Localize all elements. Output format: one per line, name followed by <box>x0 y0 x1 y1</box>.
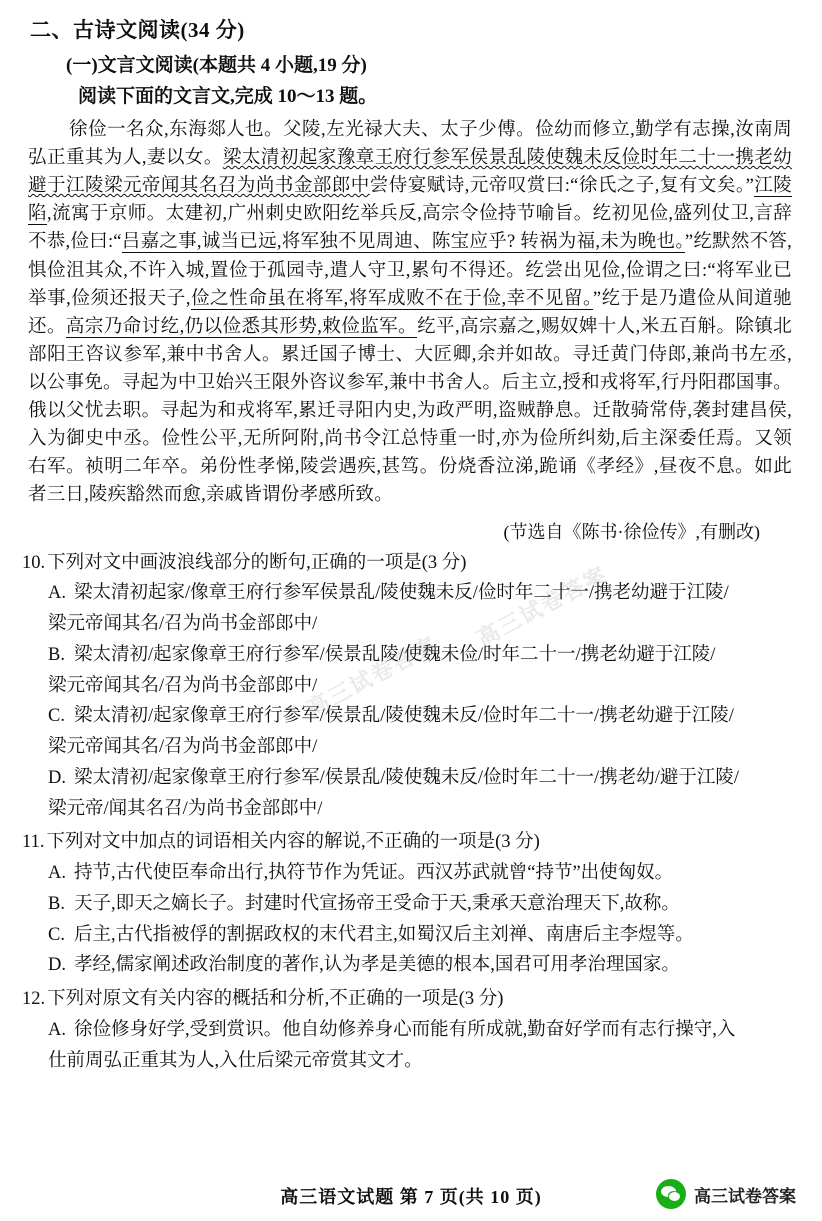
passage-wavy-underlined-text: 梁太清初起家豫章王府行参军侯景乱陵使魏未反俭时年二十一携老幼避于江陵梁元帝闻其名召为尚书金部郎中 <box>28 148 792 197</box>
passage-part-1: 徐俭一名众,东海郯人也。父陵,左光禄大夫、太子少傅。俭幼而修立,勤学有志操,汝南周弘正重其为人,妻以女。 <box>28 120 792 169</box>
passage-underline-3: 俭之性命虽在将军,将军成败不在于俭,幸不见留。 <box>190 288 593 309</box>
classical-passage <box>28 116 792 510</box>
question-10-options <box>22 580 794 823</box>
option-d-letter: D. <box>48 767 66 788</box>
option-a-line-2: 仕前周弘正重其为人,入仕后梁元帝赏其文才。 <box>48 1050 423 1071</box>
passage-underline-1: 江陵陷 <box>28 176 792 225</box>
option-d-cont[interactable] <box>48 796 794 824</box>
option-c-text: 后主,古代指被俘的割据政权的末代君主,如蜀汉后主刘禅、南唐后主李煜等。 <box>74 924 694 945</box>
option-d-letter: D. <box>48 955 66 976</box>
page-footer: 高三语文试题 第 7 页(共 10 页) <box>280 1187 542 1207</box>
option-b-letter: B. <box>48 893 65 914</box>
option-b[interactable] <box>48 642 794 670</box>
option-b-line-1: 梁太清初/起家像章王府行参军/侯景乱陵/使魏未俭/时年二十一/携老幼避于江陵/ <box>74 644 716 665</box>
question-10-number: 10. <box>22 552 46 573</box>
option-a[interactable] <box>48 1017 794 1045</box>
option-a-letter: A. <box>48 583 66 604</box>
question-12 <box>22 986 794 1075</box>
question-12-stem: 下列对原文有关内容的概括和分析,不正确的一项是(3 分) <box>47 989 504 1010</box>
question-10 <box>22 550 794 824</box>
option-b-cont[interactable] <box>48 673 794 701</box>
question-12-options <box>22 1017 794 1076</box>
option-c-line-1: 梁太清初/起家像章王府行参军/侯景乱/陵使魏未反/俭时年二十一/携老幼避于江陵/ <box>74 706 734 727</box>
option-d[interactable] <box>48 952 794 980</box>
option-b-text: 天子,即天之嫡长子。封建时代宣扬帝王受命于天,秉承天意治理天下,故称。 <box>74 893 680 914</box>
option-d[interactable] <box>48 765 794 793</box>
option-a-line-1: 梁太清初起家/像章王府行参军侯景乱/陵使魏未反/俭时年二十一/携老幼避于江陵/ <box>74 583 729 604</box>
question-11 <box>22 829 794 980</box>
option-c[interactable] <box>48 703 794 731</box>
question-11-number: 11. <box>22 832 45 853</box>
option-a-line-1: 徐俭修身好学,受到赏识。他自幼修养身心而能有所成就,勤奋好学而有志行操守,入 <box>74 1019 736 1040</box>
option-a[interactable] <box>48 860 794 888</box>
option-a-letter: A. <box>48 863 66 884</box>
option-a-cont[interactable] <box>48 611 794 639</box>
option-d-line-1: 梁太清初/起家像章王府行参军/侯景乱/陵使魏未反/俭时年二十一/携老幼/避于江陵/ <box>74 767 739 788</box>
section-instruction: 阅读下面的文言文,完成 10～13 题。 <box>78 86 378 107</box>
option-b-line-2: 梁元帝闻其名/召为尚书金部郎中/ <box>48 675 318 696</box>
option-d-text: 孝经,儒家阐述政治制度的著作,认为孝是美德的根本,国君可用孝治理国家。 <box>74 955 680 976</box>
wechat-badge <box>656 1179 796 1209</box>
passage-part-6: 纥平,高宗嘉之,赐奴婢十人,米五百斛。除镇北部阳王咨议参军,兼中书舍人。累迁国子博士、大匠卿,余并如故。寻迁黄门侍郎,兼尚书左丞,以公事免。寻起为中卫始兴王限外咨议参军,兼中书舍人。后主立,授和戎将军,行丹阳郡国事。俄以父忧去职。寻起为和戎将军,累迁寻阳内史,为政严明,盗贼静息。迁散骑常侍,袭封建昌侯,入为御史中丞。俭性公平,无所阿附,尚书令江总恃重一时,亦为俭所纠劾,后主深委任焉。又领右军。祯明二年卒。弟份性孝悌,陵尝遇疾,甚笃。份烧香泣涕,跪诵《孝经》,昼夜不息。如此者三日,陵疾豁然而愈,亲戚皆谓份孝感所致。 <box>28 316 793 506</box>
option-c-letter: C. <box>48 924 65 945</box>
wechat-icon <box>656 1179 686 1209</box>
wechat-badge-label: 高三试卷答案 <box>694 1186 796 1206</box>
passage-underline-2: 吕嘉之事,诚当已远,将军独不见周迪、陈宝应乎? 转祸为福,未为晚也。 <box>121 232 685 253</box>
question-11-options <box>22 860 794 980</box>
passage-part-4: ”纥默然不答,惧俭沮其众,不许入城,置俭于孤园寺,遣人守卫,累句不得还。纥尝出见俭,俭谓之曰:“将军业已举事,俭须还报天子, <box>28 232 792 309</box>
option-b-letter: B. <box>48 644 65 665</box>
option-a[interactable] <box>48 580 794 608</box>
option-a-letter: A. <box>48 1019 66 1040</box>
option-c-cont[interactable] <box>48 734 794 762</box>
passage-part-5: ”纥于是乃遣俭从间道驰还。 <box>28 288 792 337</box>
question-10-stem: 下列对文中画波浪线部分的断句,正确的一项是(3 分) <box>47 552 467 573</box>
passage-part-3: ,流寓于京师。太建初,广州刺史欧阳纥举兵反,高宗令俭持节喻旨。纥初见俭,盛列仗卫,言辞不恭,俭曰:“ <box>28 204 792 253</box>
option-a-cont[interactable] <box>48 1048 794 1076</box>
question-11-stem: 下列对文中加点的词语相关内容的解说,不正确的一项是(3 分) <box>46 832 540 853</box>
passage-underline-4: 高宗乃命讨纥,仍以俭悉其形势,敕俭监军。 <box>65 316 418 337</box>
option-a-text: 持节,古代使臣奉命出行,执符节作为凭证。西汉苏武就曾“持节”出使匈奴。 <box>74 863 674 884</box>
watermark-1: 高三试卷答案 <box>473 561 612 652</box>
passage-source: (节选自《陈书·徐俭传》,有删改) <box>503 521 760 542</box>
watermark-2: 高三试卷答案 <box>303 631 442 722</box>
section-subtitle: (一)文言文阅读(本题共 4 小题,19 分) <box>66 55 367 76</box>
option-c-letter: C. <box>48 706 65 727</box>
option-b[interactable] <box>48 891 794 919</box>
option-a-line-2: 梁元帝闻其名/召为尚书金部郎中/ <box>48 614 318 635</box>
section-title: 二、古诗文阅读(34 分) <box>30 18 245 42</box>
option-d-line-2: 梁元帝/闻其名召/为尚书金部郎中/ <box>48 798 323 819</box>
question-12-number: 12. <box>22 989 46 1010</box>
option-c[interactable] <box>48 922 794 950</box>
option-c-line-2: 梁元帝闻其名/召为尚书金部郎中/ <box>48 737 318 758</box>
passage-part-2: 尝侍宴赋诗,元帝叹赏曰:“徐氏之子,复有文矣。” <box>369 176 755 197</box>
